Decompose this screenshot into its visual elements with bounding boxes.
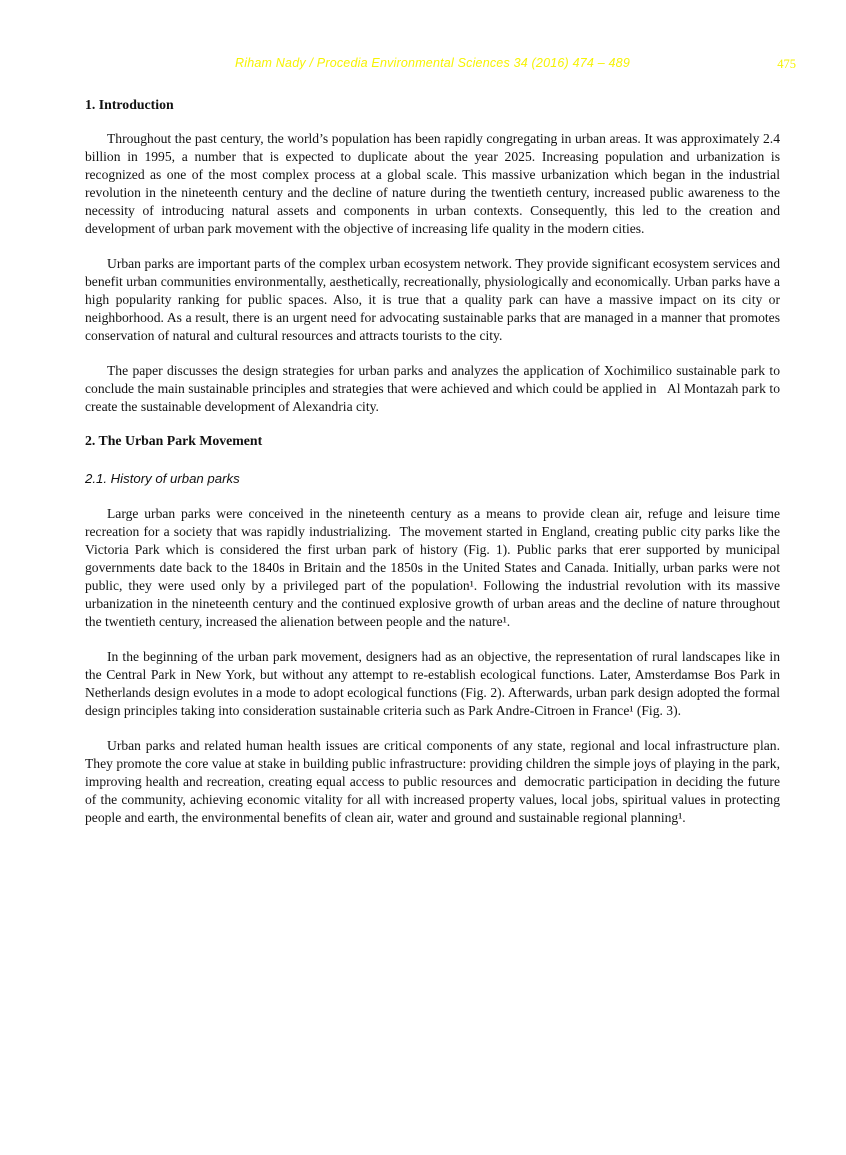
paragraph-urban-parks-importance: Urban parks are important parts of the complex urban ecosystem network. They provide significant ecosystem services and benefit urban communities environmentally, aesthetically, recreationally, physiologically and economically. Urban parks have a high popularity ranking for public spaces. Also, it is true that a quality park can have a massive impact on its city or neighborhood. As a result, there is an urgent need for advocating sustainable parks that are managed in a manner that promotes conservation of natural and cultural resources and attracts tourists to the city. (85, 256, 780, 343)
paragraph-health-infrastructure: Urban parks and related human health issues are critical components of any state, regional and local infrastructure plan. They promote the core value at stake in building public infrastructure: providing children the simple joys of playing in the park, improving health and recreation, creating equal access to public resources and democratic participation in deciding the future of the community, achieving economic vitality for all with increased property values, local jobs, spiritual values in protecting people and earth, the environmental benefits of clean air, water and ground and sustainable regional planning¹. (85, 738, 780, 825)
page-number: 475 (777, 57, 796, 71)
paragraph-population-growth: Throughout the past century, the world’s population has been rapidly congregating in urban areas. It was approximately 2.4 billion in 1995, a number that is expected to duplicate about the year 2025. Increasing population and urbanization is recognized as one of the most complex process at a global scale. This massive urbanization which began in the industrial revolution in the nineteenth century and the decline of nature during the twentieth century, increased public awareness to the necessity of introducing natural assets and components in urban contexts. Consequently, this led to the creation and development of urban park movement with the objective of increasing life quality in the modern cities. (85, 131, 780, 236)
paragraph-history-large-urban-parks: Large urban parks were conceived in the nineteenth century as a means to provide clean air, refuge and leisure time recreation for a society that was rapidly industrializing. The movement started in England, creating public city parks like the Victoria Park which is considered the first urban park of history (Fig. 1). Public parks that erer supported by municipal governments date back to the 1840s in Britain and the 1850s in the United States and Canada. Initially, urban parks were not public, they were used only by a privileged part of the population¹. Following the industrial revolution with its massive urbanization in the nineteenth century and the continued explosive growth of urban areas and the decline of nature throughout the twentieth century, increased the alienation between people and the nature¹. (85, 506, 780, 629)
paragraph-design-objectives: In the beginning of the urban park movement, designers had as an objective, the representation of rural landscapes like in the Central Park in New York, but without any attempt to re-establish ecological functions. Later, Amsterdamse Bos Park in Netherlands design evolutes in a mode to adopt ecological functions (Fig. 2). Afterwards, urban park design adopted the formal design principles taking into consideration sustainable criteria such as Park Andre-Citroen in France¹ (Fig. 3). (85, 649, 780, 718)
article-body (85, 96, 780, 827)
section-heading-urban-park-movement: 2. The Urban Park Movement (85, 433, 263, 448)
paragraph-paper-scope: The paper discusses the design strategies for urban parks and analyzes the application of Xochimilico sustainable park to conclude the main sustainable principles and strategies that were achieved and which could be applied in Al Montazah park to create the sustainable development of Alexandria city. (85, 363, 780, 414)
subsection-heading-history-of-urban-parks: 2.1. History of urban parks (85, 471, 240, 486)
running-header-citation: Riham Nady / Procedia Environmental Sciences 34 (2016) 474 – 489 (235, 56, 630, 70)
section-heading-introduction: 1. Introduction (85, 97, 174, 112)
